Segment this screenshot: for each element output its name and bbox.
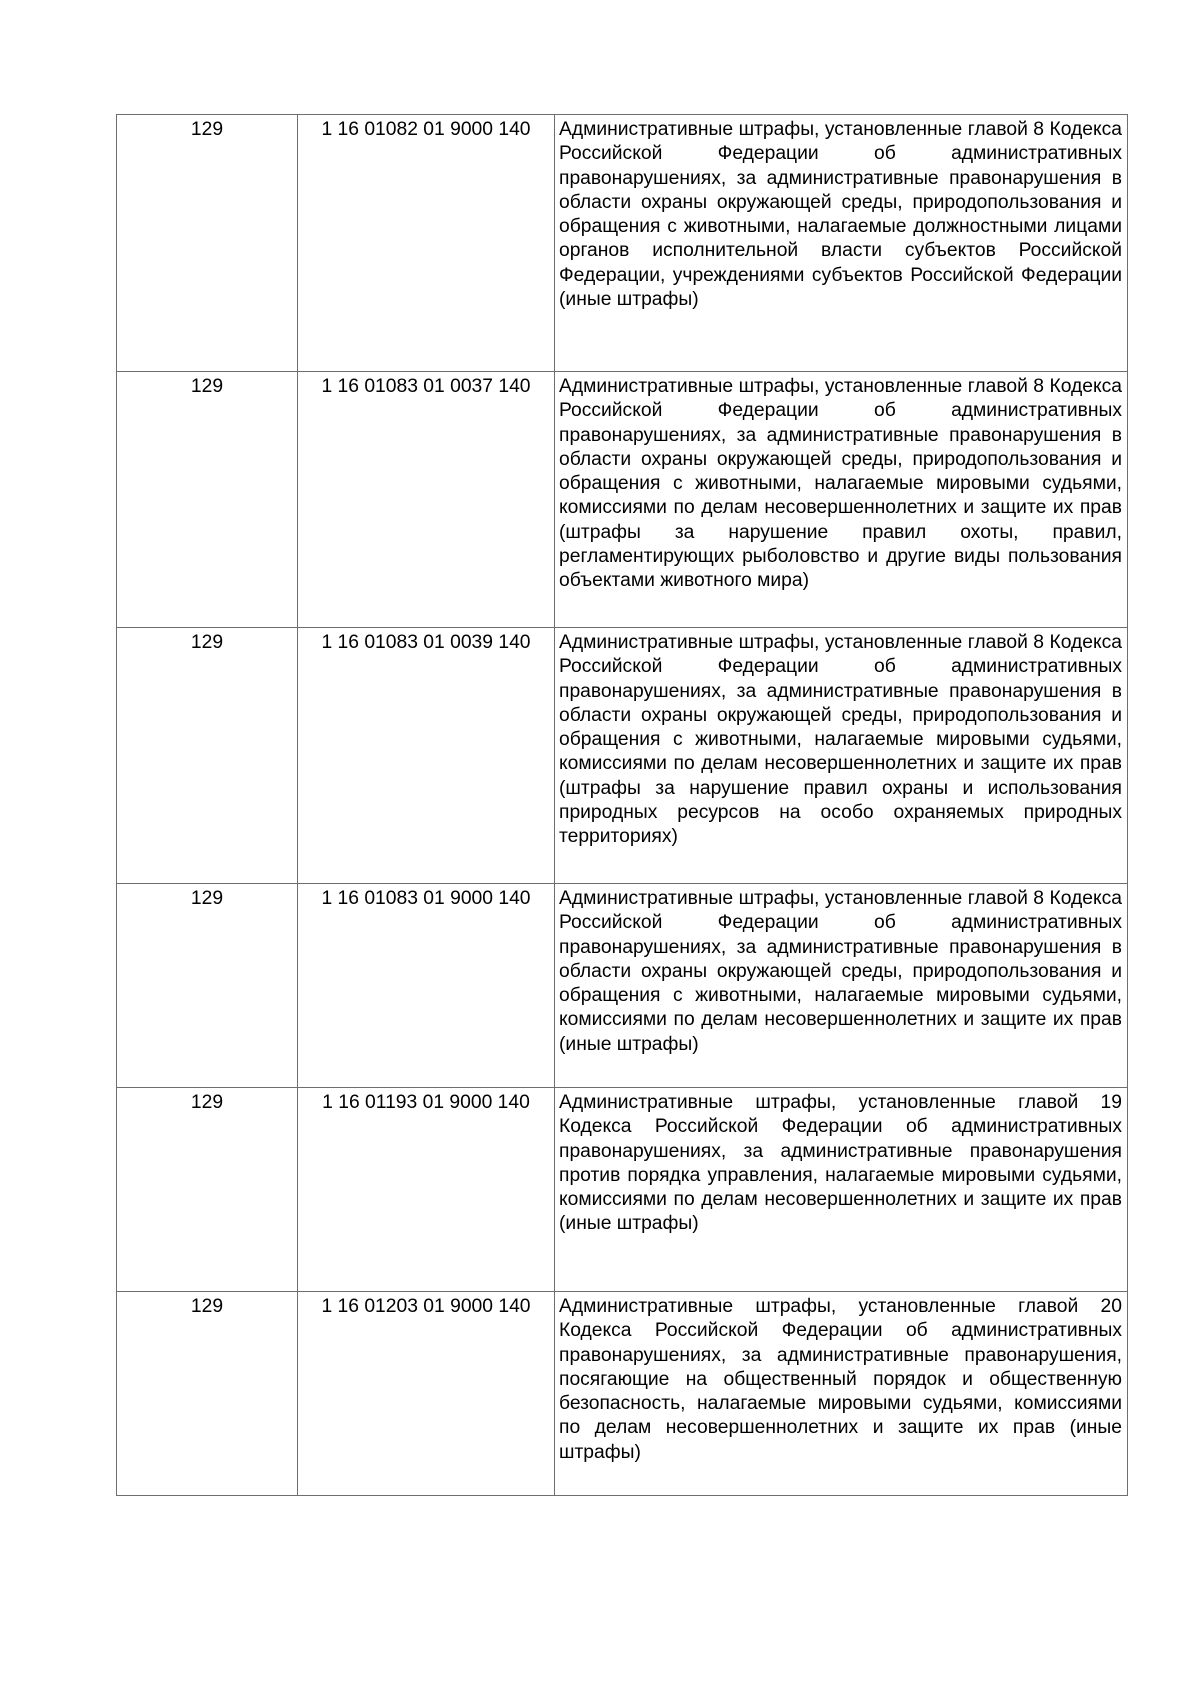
admin-code-cell: 129 bbox=[117, 1292, 298, 1496]
description-cell bbox=[555, 1088, 1128, 1292]
description-cell bbox=[555, 372, 1128, 628]
description-text: Административные штрафы, установленные главой 20 Кодекса Российской Федерации об административных правонарушениях, за административные правонарушения, посягающие на общественный порядок и общественную безопасность, налагаемые мировыми судьями, комиссиями по делам несовершеннолетних и защите их прав (иные штрафы) bbox=[559, 1296, 1122, 1463]
kbk-code-cell: 1 16 01203 01 9000 140 bbox=[298, 1292, 555, 1496]
budget-classification-table bbox=[116, 114, 1128, 1496]
table-row bbox=[117, 115, 1128, 372]
description-text: Административные штрафы, установленные главой 8 Кодекса Российской Федерации об административных правонарушениях, за административные правонарушения в области охраны окружающей среды, природопользования и обращения с животными, налагаемые мировыми судьями, комиссиями по делам несовершеннолетних и защите их прав (иные штрафы) bbox=[559, 888, 1122, 1055]
kbk-code-cell: 1 16 01083 01 9000 140 bbox=[298, 884, 555, 1088]
description-cell bbox=[555, 884, 1128, 1088]
description-text: Административные штрафы, установленные главой 8 Кодекса Российской Федерации об административных правонарушениях, за административные правонарушения в области охраны окружающей среды, природопользования и обращения с животными, налагаемые должностными лицами органов исполнительной власти субъектов Российской Федерации, учреждениями субъектов Российской Федерации (иные штрафы) bbox=[559, 119, 1122, 311]
table-row bbox=[117, 1088, 1128, 1292]
table-row bbox=[117, 884, 1128, 1088]
admin-code-cell: 129 bbox=[117, 372, 298, 628]
kbk-code-cell: 1 16 01083 01 0037 140 bbox=[298, 372, 555, 628]
admin-code-cell: 129 bbox=[117, 115, 298, 372]
table-row bbox=[117, 1292, 1128, 1496]
description-cell bbox=[555, 1292, 1128, 1496]
description-text: Административные штрафы, установленные главой 8 Кодекса Российской Федерации об административных правонарушениях, за административные правонарушения в области охраны окружающей среды, природопользования и обращения с животными, налагаемые мировыми судьями, комиссиями по делам несовершеннолетних и защите их прав (штрафы за нарушение правил охоты, правил, регламентирующих рыболовство и другие виды пользования объектами животного мира) bbox=[559, 376, 1122, 592]
description-cell bbox=[555, 628, 1128, 884]
description-cell bbox=[555, 115, 1128, 372]
table-row bbox=[117, 372, 1128, 628]
table-row bbox=[117, 628, 1128, 884]
admin-code-cell: 129 bbox=[117, 884, 298, 1088]
description-text: Административные штрафы, установленные главой 8 Кодекса Российской Федерации об административных правонарушениях, за административные правонарушения в области охраны окружающей среды, природопользования и обращения с животными, налагаемые мировыми судьями, комиссиями по делам несовершеннолетних и защите их прав (штрафы за нарушение правил охраны и использования природных ресурсов на особо охраняемых природных территориях) bbox=[559, 632, 1122, 848]
kbk-code-cell: 1 16 01082 01 9000 140 bbox=[298, 115, 555, 372]
admin-code-cell: 129 bbox=[117, 628, 298, 884]
description-text: Административные штрафы, установленные главой 19 Кодекса Российской Федерации об административных правонарушениях, за административные правонарушения против порядка управления, налагаемые мировыми судьями, комиссиями по делам несовершеннолетних и защите их прав (иные штрафы) bbox=[559, 1092, 1122, 1235]
admin-code-cell: 129 bbox=[117, 1088, 298, 1292]
kbk-code-cell: 1 16 01193 01 9000 140 bbox=[298, 1088, 555, 1292]
kbk-code-cell: 1 16 01083 01 0039 140 bbox=[298, 628, 555, 884]
